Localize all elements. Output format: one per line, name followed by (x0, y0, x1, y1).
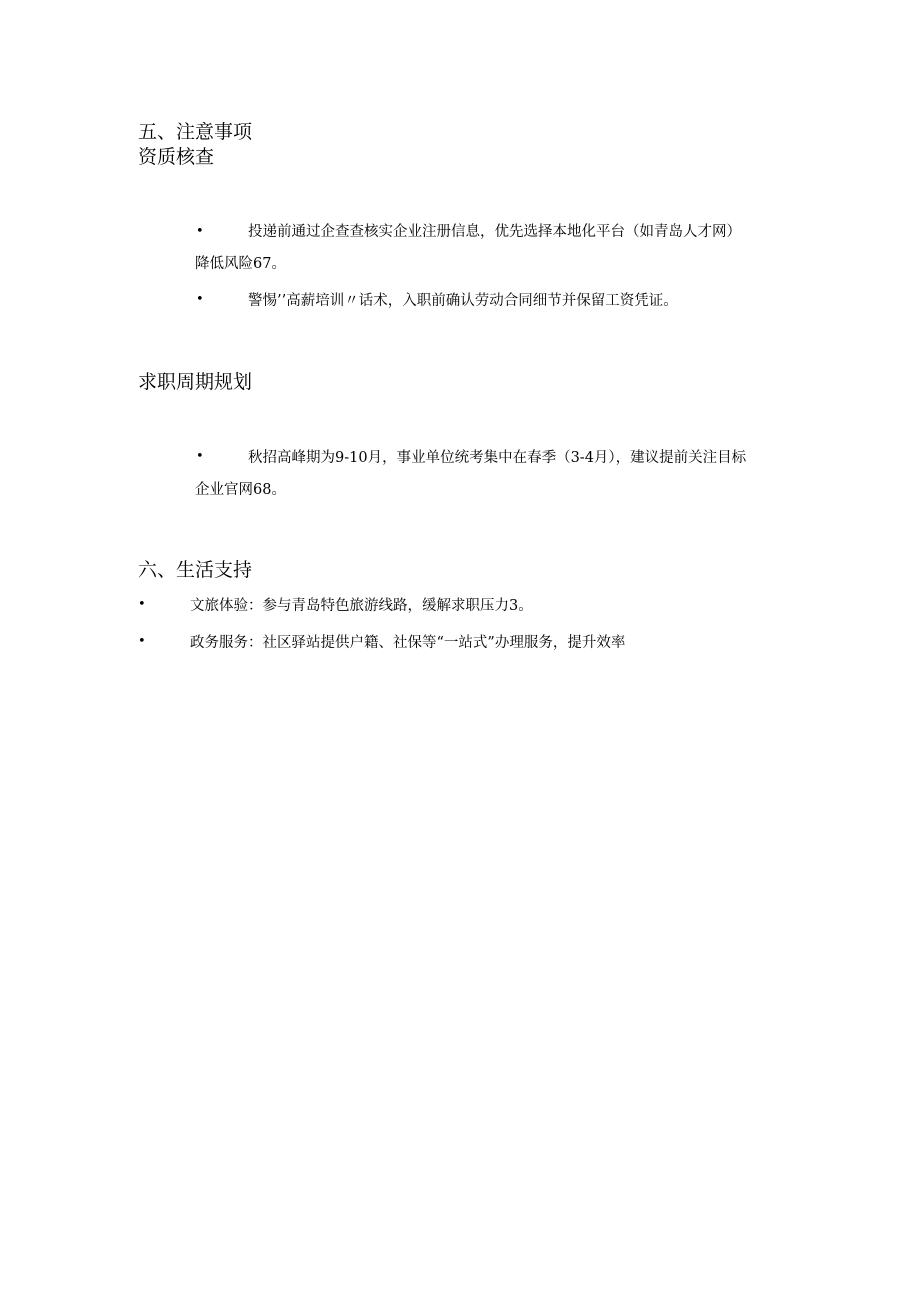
bullet-marker: • (196, 224, 204, 239)
planning-item-1-line-2: 企业官网68。 (195, 482, 286, 498)
bullet-marker: • (138, 597, 146, 612)
subheading-qualification-check: 资质核查 (138, 146, 215, 168)
life-support-item-1: 文旅体验：参与青岛特色旅游线路，缓解求职压力3。 (190, 598, 533, 614)
life-support-item-2: 政务服务：社区驿站提供户籍、社保等“一站式”办理服务，提升效率 (190, 635, 626, 651)
qualification-item-2-line-1: 警惕’’高薪培训〃话术，入职前确认劳动合同细节并保留工资凭证。 (248, 293, 678, 309)
qualification-item-1-line-1: 投递前通过企查查核实企业注册信息，优先选择本地化平台（如青岛人才网） (248, 224, 741, 240)
qualification-item-1-line-2: 降低风险67。 (195, 256, 286, 272)
bullet-marker: • (196, 449, 204, 464)
section-6-heading: 六、生活支持 (138, 559, 253, 581)
bullet-marker: • (196, 292, 204, 307)
section-5-heading: 五、注意事项 (138, 121, 253, 143)
bullet-marker: • (138, 634, 146, 649)
subheading-job-cycle-planning: 求职周期规划 (138, 371, 253, 393)
planning-item-1-line-1: 秋招高峰期为9-10月，事业单位统考集中在春季（3-4月），建议提前关注目标 (248, 450, 747, 466)
